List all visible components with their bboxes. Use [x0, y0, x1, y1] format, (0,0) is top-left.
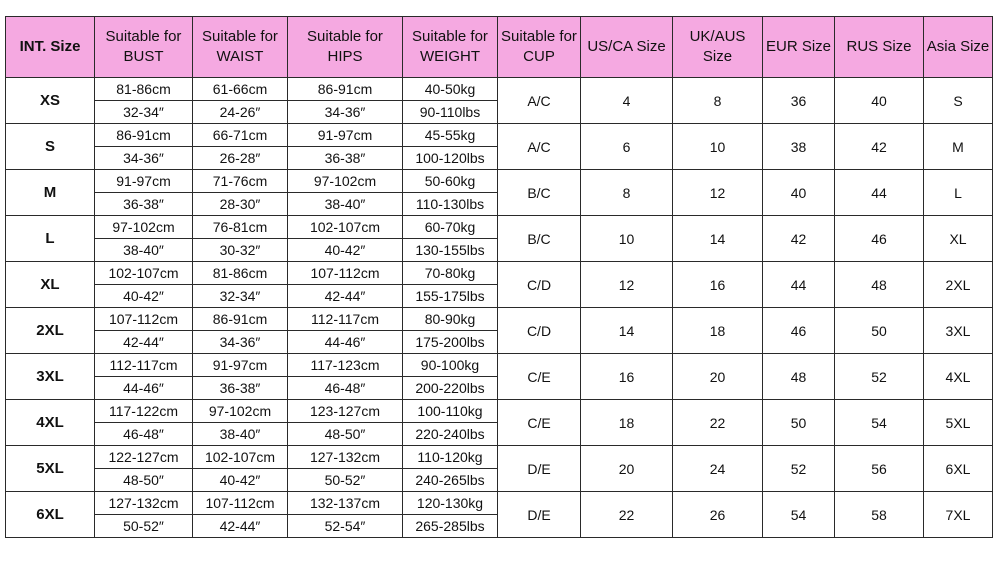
bust-cm-cell: 86-91cm [95, 124, 193, 147]
rus-size-cell: 52 [835, 354, 924, 400]
bust-cm-cell: 122-127cm [95, 446, 193, 469]
hips-cm-cell: 117-123cm [288, 354, 403, 377]
hips-inch-cell: 40-42″ [288, 239, 403, 262]
uk-aus-size-cell: 16 [673, 262, 763, 308]
bust-cm-cell: 112-117cm [95, 354, 193, 377]
us-ca-size-cell: 8 [581, 170, 673, 216]
size-row [6, 262, 993, 285]
cup-cell: A/C [498, 124, 581, 170]
int-size-cell: 4XL [6, 400, 95, 446]
hips-inch-cell: 42-44″ [288, 285, 403, 308]
size-row [6, 170, 993, 193]
cup-cell: D/E [498, 446, 581, 492]
bust-inch-cell: 44-46″ [95, 377, 193, 400]
waist-cm-cell: 97-102cm [193, 400, 288, 423]
cup-cell: C/E [498, 354, 581, 400]
bust-inch-cell: 34-36″ [95, 147, 193, 170]
uk-aus-size-cell: 10 [673, 124, 763, 170]
cup-cell: C/E [498, 400, 581, 446]
us-ca-size-cell: 12 [581, 262, 673, 308]
eur-size-cell: 42 [763, 216, 835, 262]
waist-inch-cell: 42-44″ [193, 515, 288, 538]
rus-size-cell: 56 [835, 446, 924, 492]
header-int-size: INT. Size [6, 17, 95, 78]
us-ca-size-cell: 16 [581, 354, 673, 400]
bust-cm-cell: 107-112cm [95, 308, 193, 331]
size-row [6, 446, 993, 469]
eur-size-cell: 50 [763, 400, 835, 446]
size-row [6, 216, 993, 239]
waist-inch-cell: 24-26″ [193, 101, 288, 124]
waist-cm-cell: 86-91cm [193, 308, 288, 331]
header-weight: Suitable for WEIGHT [403, 17, 498, 78]
waist-cm-cell: 91-97cm [193, 354, 288, 377]
hips-cm-cell: 112-117cm [288, 308, 403, 331]
uk-aus-size-cell: 26 [673, 492, 763, 538]
bust-cm-cell: 91-97cm [95, 170, 193, 193]
bust-inch-cell: 36-38″ [95, 193, 193, 216]
asia-size-cell: XL [924, 216, 993, 262]
waist-cm-cell: 76-81cm [193, 216, 288, 239]
eur-size-cell: 52 [763, 446, 835, 492]
uk-aus-size-cell: 12 [673, 170, 763, 216]
size-row [6, 78, 993, 101]
waist-inch-cell: 40-42″ [193, 469, 288, 492]
asia-size-cell: S [924, 78, 993, 124]
bust-inch-cell: 50-52″ [95, 515, 193, 538]
weight-kg-cell: 70-80kg [403, 262, 498, 285]
size-row [6, 400, 993, 423]
waist-cm-cell: 61-66cm [193, 78, 288, 101]
hips-inch-cell: 52-54″ [288, 515, 403, 538]
bust-inch-cell: 38-40″ [95, 239, 193, 262]
eur-size-cell: 44 [763, 262, 835, 308]
cup-cell: C/D [498, 308, 581, 354]
weight-lbs-cell: 155-175lbs [403, 285, 498, 308]
weight-lbs-cell: 110-130lbs [403, 193, 498, 216]
waist-inch-cell: 38-40″ [193, 423, 288, 446]
int-size-cell: M [6, 170, 95, 216]
us-ca-size-cell: 14 [581, 308, 673, 354]
int-size-cell: 5XL [6, 446, 95, 492]
size-row [6, 124, 993, 147]
bust-inch-cell: 42-44″ [95, 331, 193, 354]
weight-kg-cell: 100-110kg [403, 400, 498, 423]
weight-kg-cell: 45-55kg [403, 124, 498, 147]
waist-inch-cell: 34-36″ [193, 331, 288, 354]
hips-cm-cell: 86-91cm [288, 78, 403, 101]
eur-size-cell: 48 [763, 354, 835, 400]
hips-inch-cell: 36-38″ [288, 147, 403, 170]
waist-inch-cell: 32-34″ [193, 285, 288, 308]
cup-cell: A/C [498, 78, 581, 124]
us-ca-size-cell: 4 [581, 78, 673, 124]
uk-aus-size-cell: 14 [673, 216, 763, 262]
hips-inch-cell: 44-46″ [288, 331, 403, 354]
us-ca-size-cell: 18 [581, 400, 673, 446]
weight-kg-cell: 50-60kg [403, 170, 498, 193]
header-uk-aus-size: UK/AUS Size [673, 17, 763, 78]
hips-inch-cell: 34-36″ [288, 101, 403, 124]
eur-size-cell: 38 [763, 124, 835, 170]
weight-kg-cell: 80-90kg [403, 308, 498, 331]
weight-lbs-cell: 200-220lbs [403, 377, 498, 400]
waist-cm-cell: 107-112cm [193, 492, 288, 515]
header-waist: Suitable for WAIST [193, 17, 288, 78]
waist-cm-cell: 81-86cm [193, 262, 288, 285]
rus-size-cell: 46 [835, 216, 924, 262]
waist-inch-cell: 36-38″ [193, 377, 288, 400]
header-hips: Suitable for HIPS [288, 17, 403, 78]
header-rus-size: RUS Size [835, 17, 924, 78]
bust-cm-cell: 81-86cm [95, 78, 193, 101]
header-us-ca-size: US/CA Size [581, 17, 673, 78]
waist-inch-cell: 26-28″ [193, 147, 288, 170]
weight-kg-cell: 120-130kg [403, 492, 498, 515]
bust-inch-cell: 40-42″ [95, 285, 193, 308]
int-size-cell: S [6, 124, 95, 170]
rus-size-cell: 44 [835, 170, 924, 216]
hips-inch-cell: 50-52″ [288, 469, 403, 492]
cup-cell: B/C [498, 216, 581, 262]
eur-size-cell: 36 [763, 78, 835, 124]
weight-kg-cell: 60-70kg [403, 216, 498, 239]
weight-kg-cell: 40-50kg [403, 78, 498, 101]
size-row [6, 354, 993, 377]
rus-size-cell: 54 [835, 400, 924, 446]
size-row [6, 308, 993, 331]
bust-cm-cell: 102-107cm [95, 262, 193, 285]
size-chart-table [5, 16, 993, 538]
hips-cm-cell: 91-97cm [288, 124, 403, 147]
weight-kg-cell: 90-100kg [403, 354, 498, 377]
waist-inch-cell: 28-30″ [193, 193, 288, 216]
asia-size-cell: 5XL [924, 400, 993, 446]
bust-inch-cell: 48-50″ [95, 469, 193, 492]
header-row [6, 17, 993, 78]
hips-inch-cell: 38-40″ [288, 193, 403, 216]
bust-inch-cell: 32-34″ [95, 101, 193, 124]
waist-cm-cell: 71-76cm [193, 170, 288, 193]
hips-cm-cell: 132-137cm [288, 492, 403, 515]
asia-size-cell: L [924, 170, 993, 216]
weight-lbs-cell: 265-285lbs [403, 515, 498, 538]
int-size-cell: 3XL [6, 354, 95, 400]
us-ca-size-cell: 10 [581, 216, 673, 262]
waist-cm-cell: 66-71cm [193, 124, 288, 147]
cup-cell: B/C [498, 170, 581, 216]
int-size-cell: L [6, 216, 95, 262]
cup-cell: C/D [498, 262, 581, 308]
int-size-cell: XL [6, 262, 95, 308]
us-ca-size-cell: 20 [581, 446, 673, 492]
weight-kg-cell: 110-120kg [403, 446, 498, 469]
rus-size-cell: 40 [835, 78, 924, 124]
header-asia-size: Asia Size [924, 17, 993, 78]
bust-inch-cell: 46-48″ [95, 423, 193, 446]
header-eur-size: EUR Size [763, 17, 835, 78]
us-ca-size-cell: 22 [581, 492, 673, 538]
rus-size-cell: 58 [835, 492, 924, 538]
weight-lbs-cell: 240-265lbs [403, 469, 498, 492]
uk-aus-size-cell: 8 [673, 78, 763, 124]
rus-size-cell: 50 [835, 308, 924, 354]
weight-lbs-cell: 220-240lbs [403, 423, 498, 446]
asia-size-cell: 2XL [924, 262, 993, 308]
uk-aus-size-cell: 20 [673, 354, 763, 400]
uk-aus-size-cell: 24 [673, 446, 763, 492]
int-size-cell: 6XL [6, 492, 95, 538]
bust-cm-cell: 117-122cm [95, 400, 193, 423]
asia-size-cell: 6XL [924, 446, 993, 492]
eur-size-cell: 46 [763, 308, 835, 354]
hips-cm-cell: 97-102cm [288, 170, 403, 193]
rus-size-cell: 48 [835, 262, 924, 308]
eur-size-cell: 40 [763, 170, 835, 216]
eur-size-cell: 54 [763, 492, 835, 538]
size-row [6, 492, 993, 515]
weight-lbs-cell: 100-120lbs [403, 147, 498, 170]
int-size-cell: XS [6, 78, 95, 124]
header-bust: Suitable for BUST [95, 17, 193, 78]
waist-inch-cell: 30-32″ [193, 239, 288, 262]
hips-cm-cell: 123-127cm [288, 400, 403, 423]
size-chart-body [6, 78, 993, 538]
cup-cell: D/E [498, 492, 581, 538]
header-cup: Suitable for CUP [498, 17, 581, 78]
asia-size-cell: 7XL [924, 492, 993, 538]
hips-cm-cell: 107-112cm [288, 262, 403, 285]
bust-cm-cell: 97-102cm [95, 216, 193, 239]
hips-cm-cell: 102-107cm [288, 216, 403, 239]
asia-size-cell: M [924, 124, 993, 170]
weight-lbs-cell: 90-110lbs [403, 101, 498, 124]
weight-lbs-cell: 175-200lbs [403, 331, 498, 354]
uk-aus-size-cell: 18 [673, 308, 763, 354]
us-ca-size-cell: 6 [581, 124, 673, 170]
waist-cm-cell: 102-107cm [193, 446, 288, 469]
hips-inch-cell: 48-50″ [288, 423, 403, 446]
weight-lbs-cell: 130-155lbs [403, 239, 498, 262]
asia-size-cell: 4XL [924, 354, 993, 400]
hips-cm-cell: 127-132cm [288, 446, 403, 469]
uk-aus-size-cell: 22 [673, 400, 763, 446]
int-size-cell: 2XL [6, 308, 95, 354]
asia-size-cell: 3XL [924, 308, 993, 354]
hips-inch-cell: 46-48″ [288, 377, 403, 400]
rus-size-cell: 42 [835, 124, 924, 170]
bust-cm-cell: 127-132cm [95, 492, 193, 515]
